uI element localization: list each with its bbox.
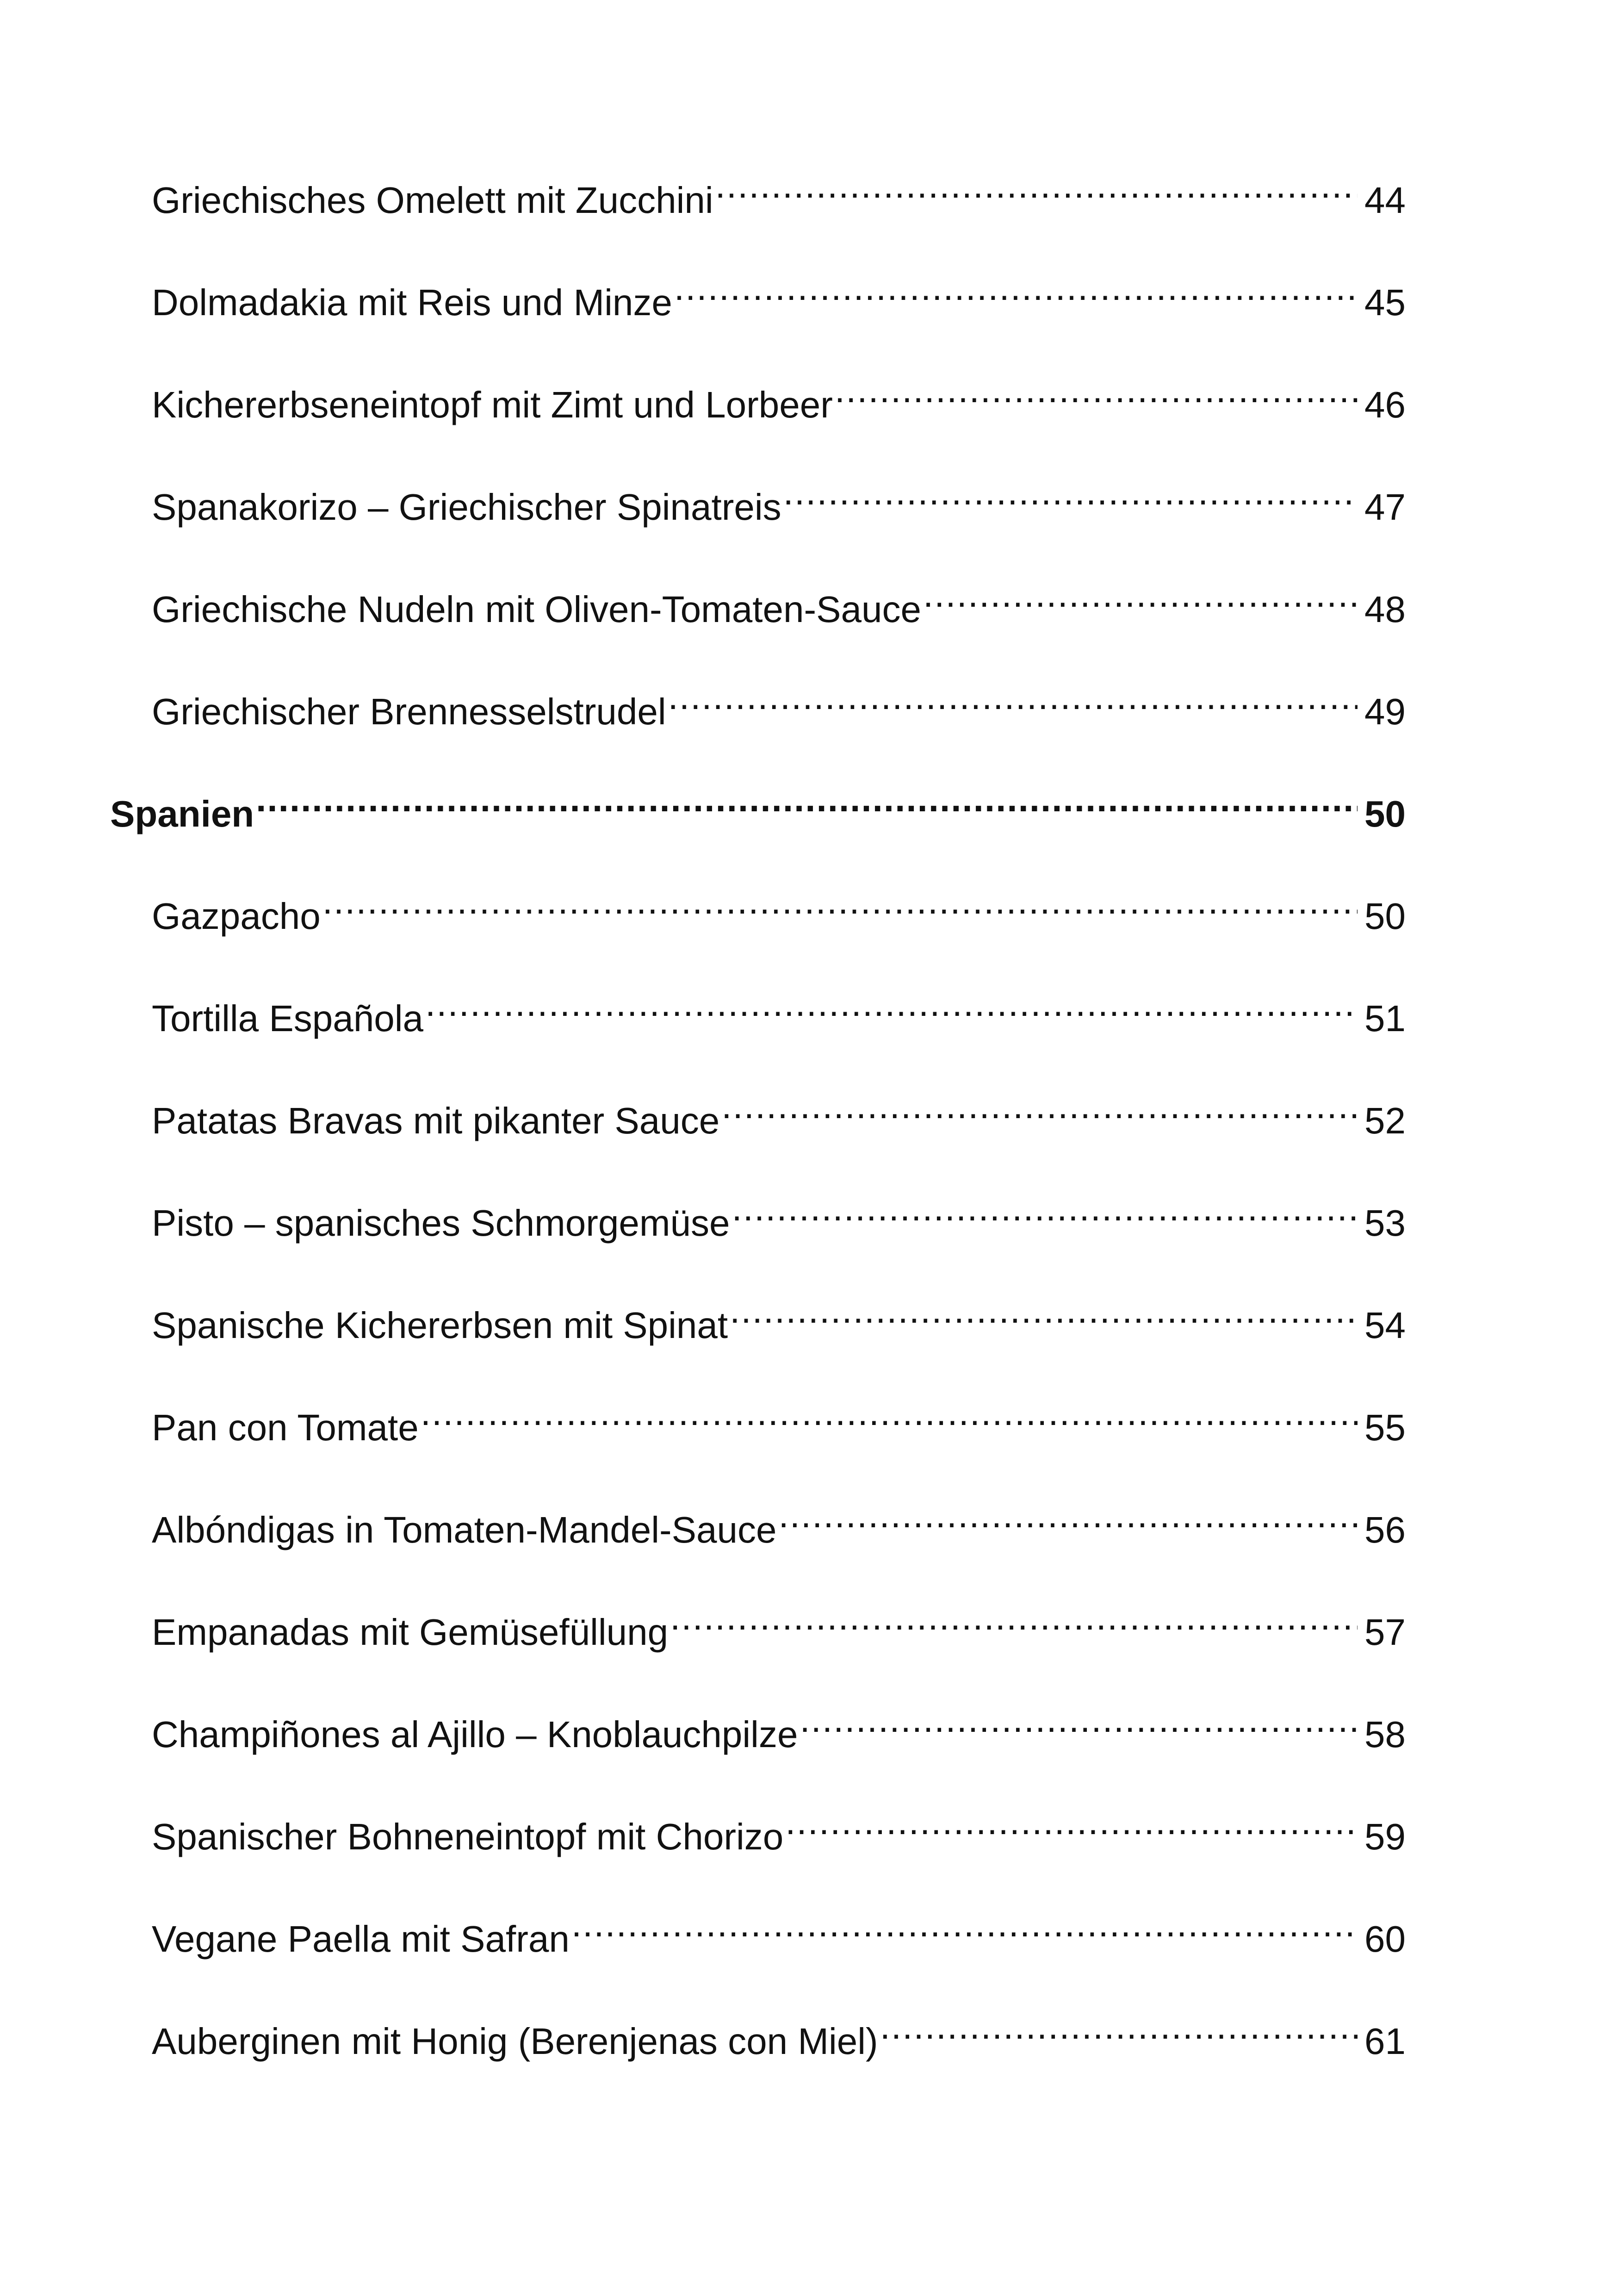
toc-entry-title: Pisto – spanisches Schmorgemüse bbox=[152, 1202, 730, 1244]
toc-entry-page: 53 bbox=[1364, 1202, 1406, 1244]
toc-entry[interactable] bbox=[110, 371, 1406, 473]
dot-leader bbox=[674, 269, 1358, 315]
toc-entry-page: 61 bbox=[1364, 2021, 1406, 2062]
toc-entry-title: Pan con Tomate bbox=[152, 1407, 419, 1448]
dot-leader bbox=[880, 2008, 1358, 2054]
toc-entry[interactable] bbox=[110, 1803, 1406, 1905]
toc-entry[interactable] bbox=[110, 2008, 1406, 2110]
toc-entry-page: 57 bbox=[1364, 1612, 1406, 1653]
dot-leader bbox=[778, 1496, 1358, 1543]
toc-entry[interactable] bbox=[110, 1292, 1406, 1394]
dot-leader bbox=[421, 1394, 1358, 1440]
dot-leader bbox=[835, 371, 1358, 417]
toc-entry-title: Empanadas mit Gemüsefüllung bbox=[152, 1612, 669, 1653]
toc-entry-page: 60 bbox=[1364, 1918, 1406, 1960]
toc-entry[interactable] bbox=[110, 1087, 1406, 1189]
toc-entry[interactable] bbox=[110, 576, 1406, 678]
toc-entry-title: Spanischer Bohneneintopf mit Chorizo bbox=[152, 1816, 784, 1857]
toc-entry[interactable] bbox=[110, 985, 1406, 1087]
dot-leader bbox=[923, 576, 1358, 622]
toc-entry[interactable] bbox=[110, 269, 1406, 371]
toc-entry-page: 51 bbox=[1364, 998, 1406, 1039]
toc-entry-title: Spanische Kichererbsen mit Spinat bbox=[152, 1305, 728, 1346]
toc-entry[interactable] bbox=[110, 1189, 1406, 1292]
toc-entry[interactable] bbox=[110, 1599, 1406, 1701]
toc-entry-title: Spanakorizo – Griechischer Spinatreis bbox=[152, 486, 781, 528]
toc-chapter-title: Spanien bbox=[110, 793, 254, 834]
toc-entry-page: 47 bbox=[1364, 486, 1406, 528]
toc-entry[interactable] bbox=[110, 883, 1406, 985]
toc-chapter-page: 50 bbox=[1364, 793, 1406, 834]
toc-entry-title: Kichererbseneintopf mit Zimt und Lorbeer bbox=[152, 384, 833, 425]
dot-leader bbox=[721, 1087, 1358, 1133]
toc-entry-page: 54 bbox=[1364, 1305, 1406, 1346]
toc-entry-page: 44 bbox=[1364, 180, 1406, 221]
toc-entry[interactable] bbox=[110, 167, 1406, 269]
toc-entry[interactable] bbox=[110, 1394, 1406, 1496]
toc-entry-page: 52 bbox=[1364, 1100, 1406, 1141]
dot-leader bbox=[571, 1905, 1358, 1952]
dot-leader bbox=[425, 985, 1358, 1031]
toc-entry[interactable] bbox=[110, 1496, 1406, 1599]
toc-entry-page: 50 bbox=[1364, 896, 1406, 937]
table-of-contents bbox=[110, 167, 1406, 2110]
toc-entry-title: Tortilla Española bbox=[152, 998, 423, 1039]
dot-leader bbox=[256, 780, 1358, 827]
toc-entry-title: Griechische Nudeln mit Oliven-Tomaten-Sauce bbox=[152, 589, 921, 630]
dot-leader bbox=[730, 1292, 1358, 1338]
toc-entry-page: 45 bbox=[1364, 282, 1406, 323]
toc-entry-page: 55 bbox=[1364, 1407, 1406, 1448]
dot-leader bbox=[783, 473, 1358, 520]
toc-entry-title: Dolmadakia mit Reis und Minze bbox=[152, 282, 672, 323]
dot-leader bbox=[715, 167, 1358, 213]
toc-entry-page: 59 bbox=[1364, 1816, 1406, 1857]
toc-entry-title: Auberginen mit Honig (Berenjenas con Miel) bbox=[152, 2021, 878, 2062]
toc-entry[interactable] bbox=[110, 1701, 1406, 1803]
toc-entry[interactable] bbox=[110, 678, 1406, 780]
toc-entry-title: Champiñones al Ajillo – Knoblauchpilze bbox=[152, 1714, 798, 1755]
toc-entry-title: Gazpacho bbox=[152, 896, 321, 937]
dot-leader bbox=[668, 678, 1358, 724]
toc-entry-title: Patatas Bravas mit pikanter Sauce bbox=[152, 1100, 720, 1141]
dot-leader bbox=[785, 1803, 1358, 1849]
dot-leader bbox=[322, 883, 1358, 929]
toc-entry-page: 48 bbox=[1364, 589, 1406, 630]
toc-entry-page: 58 bbox=[1364, 1714, 1406, 1755]
dot-leader bbox=[800, 1701, 1358, 1747]
toc-entry-page: 46 bbox=[1364, 384, 1406, 425]
dot-leader bbox=[732, 1189, 1358, 1236]
toc-entry-title: Albóndigas in Tomaten-Mandel-Sauce bbox=[152, 1509, 777, 1550]
toc-chapter-entry[interactable] bbox=[110, 780, 1406, 883]
toc-entry[interactable] bbox=[110, 1905, 1406, 2008]
toc-entry-title: Vegane Paella mit Safran bbox=[152, 1918, 570, 1960]
toc-entry-page: 56 bbox=[1364, 1509, 1406, 1550]
toc-entry-title: Griechisches Omelett mit Zucchini bbox=[152, 180, 713, 221]
toc-entry[interactable] bbox=[110, 473, 1406, 576]
toc-entry-page: 49 bbox=[1364, 691, 1406, 732]
toc-entry-title: Griechischer Brennesselstrudel bbox=[152, 691, 666, 732]
dot-leader bbox=[670, 1599, 1358, 1645]
